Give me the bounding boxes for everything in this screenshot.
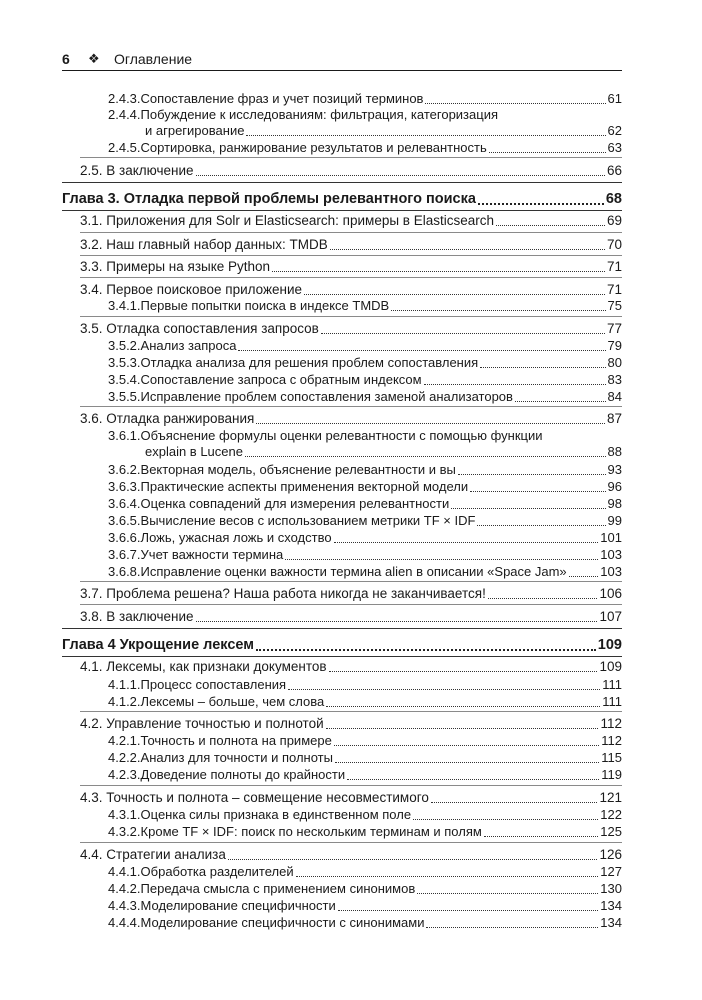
dot-leader	[335, 762, 599, 763]
toc-entry[interactable]	[80, 213, 622, 229]
toc-entry-title: Сопоставление фраз и учет позиций терминов	[140, 91, 424, 106]
toc-entry-number: 3.4.	[80, 282, 103, 297]
toc-entry-number: 3.3.	[80, 259, 103, 274]
dot-leader	[451, 508, 605, 509]
toc-entry-page: 99	[607, 513, 622, 528]
running-title: Оглавление	[114, 51, 193, 67]
toc-entry-number: 3.5.3.	[108, 355, 141, 370]
toc-entry-page: 109	[599, 659, 622, 674]
toc-entry-number: 3.5.4.	[108, 372, 141, 387]
chapter-page: 109	[597, 637, 622, 653]
separator-line	[80, 581, 622, 582]
toc-entry-title: Точность и полнота на примере	[140, 733, 332, 748]
toc-entry[interactable]	[108, 355, 622, 371]
dot-leader	[329, 671, 598, 672]
toc-entry[interactable]	[108, 898, 622, 914]
toc-entry-title: Управление точностью и полнотой	[106, 716, 324, 731]
toc-entry-page: 71	[606, 282, 622, 297]
toc-entry-number: 4.4.2.	[108, 881, 141, 896]
dot-leader	[417, 893, 598, 894]
dot-leader	[245, 456, 606, 457]
toc-entry-title: Первое поисковое приложение	[106, 282, 303, 297]
toc-entry-page: 101	[600, 530, 622, 545]
toc-entry[interactable]	[80, 609, 622, 625]
toc-entry-page: 69	[606, 213, 622, 228]
toc-entry-number: 3.6.5.	[108, 513, 141, 528]
dot-leader	[196, 175, 605, 176]
dot-leader	[196, 621, 598, 622]
dot-leader	[489, 152, 606, 153]
toc-entry-title-continuation: explain в Lucene	[145, 444, 243, 459]
separator-line	[62, 210, 622, 211]
toc-chapter-3[interactable]	[62, 190, 622, 208]
separator-line	[80, 842, 622, 843]
dot-leader	[425, 103, 605, 104]
toc-entry-title: Моделирование специфичности с синонимами	[140, 915, 425, 930]
toc-entry-page: 66	[606, 163, 622, 178]
toc-entry[interactable]	[80, 790, 622, 806]
separator-line	[80, 232, 622, 233]
dot-leader	[256, 423, 605, 424]
dot-leader	[272, 271, 605, 272]
toc-entry-page: 121	[599, 790, 622, 805]
toc-entry[interactable]	[108, 428, 622, 444]
dot-leader	[330, 249, 605, 250]
toc-entry-number: 4.4.	[80, 847, 103, 862]
toc-entry-continuation[interactable]	[145, 123, 622, 139]
toc-entry[interactable]	[108, 807, 622, 823]
toc-entry-title: Доведение полноты до крайности	[140, 767, 346, 782]
toc-entry-number: 3.4.1.	[108, 298, 141, 313]
toc-entry-number: 3.8.	[80, 609, 103, 624]
toc-entry-page: 119	[601, 767, 622, 782]
dot-leader	[413, 819, 598, 820]
toc-entry-number: 4.4.1.	[108, 864, 141, 879]
toc-entry-title: Моделирование специфичности	[140, 898, 336, 913]
toc-entry-number: 2.4.4.	[108, 107, 141, 122]
chapter-title: Глава 3. Отладка первой проблемы релевантного поиска	[62, 191, 476, 207]
toc-entry-number: 3.5.2.	[108, 338, 141, 353]
dot-leader	[431, 802, 598, 803]
toc-entry[interactable]	[108, 298, 622, 314]
toc-entry-number: 3.5.	[80, 321, 103, 336]
toc-entry-page: 112	[601, 733, 622, 748]
toc-entry-page: 134	[600, 915, 622, 930]
separator-line	[80, 785, 622, 786]
toc-entry-number: 4.2.3.	[108, 767, 141, 782]
toc-entry[interactable]	[80, 411, 622, 427]
toc-entry-page: 107	[599, 609, 622, 624]
toc-entry[interactable]	[108, 513, 622, 529]
toc-entry-title-continuation: и агрегирование	[145, 123, 245, 138]
toc-entry-number: 4.2.	[80, 716, 103, 731]
toc-entry-title: Объяснение формулы оценки релевантности с помощью функции	[140, 428, 543, 443]
toc-entry-page: 111	[602, 677, 622, 692]
toc-entry-number: 2.4.3.	[108, 91, 141, 106]
toc-entry-number: 4.4.3.	[108, 898, 141, 913]
toc-entry[interactable]	[80, 321, 622, 337]
toc-entry-page: 98	[607, 496, 622, 511]
dot-leader	[246, 135, 605, 136]
toc-entry-page: 84	[607, 389, 622, 404]
toc-entry-title: Лексемы, как признаки документов	[106, 659, 327, 674]
separator-line	[62, 656, 622, 657]
toc-entry-title: Практические аспекты применения векторной модели	[140, 479, 469, 494]
dot-leader	[288, 689, 600, 690]
toc-entry-page: 93	[607, 462, 622, 477]
toc-entry-number: 4.1.	[80, 659, 103, 674]
toc-entry-title: Кроме TF × IDF: поиск по нескольким терминам и полям	[140, 824, 482, 839]
toc-entry-number: 3.2.	[80, 237, 103, 252]
dot-leader	[484, 836, 598, 837]
toc-entry-title: Побуждение к исследованиям: фильтрация, категоризация	[140, 107, 498, 122]
toc-entry-title: Процесс сопоставления	[140, 677, 287, 692]
toc-entry-page: 75	[607, 298, 622, 313]
toc-entry-number: 3.5.5.	[108, 389, 141, 404]
toc-entry[interactable]	[108, 733, 622, 749]
dot-leader	[426, 927, 598, 928]
toc-chapter-4[interactable]	[62, 636, 622, 654]
toc-entry-number: 3.6.8.	[108, 564, 141, 579]
toc-entry-page: 79	[607, 338, 622, 353]
dot-leader	[347, 779, 599, 780]
toc-entry-page: 125	[600, 824, 622, 839]
toc-entry[interactable]	[108, 496, 622, 512]
toc-entry[interactable]	[80, 259, 622, 275]
separator-line	[80, 604, 622, 605]
toc-entry[interactable]	[80, 716, 622, 732]
toc-entry-number: 4.4.4.	[108, 915, 141, 930]
toc-entry[interactable]	[108, 462, 622, 478]
toc-entry-title: Оценка совпадений для измерения релевантности	[140, 496, 450, 511]
dot-leader	[256, 649, 596, 651]
toc-entry[interactable]	[108, 530, 622, 546]
dot-leader	[228, 859, 598, 860]
toc-entry-page: 115	[601, 750, 622, 765]
toc-entry[interactable]	[108, 694, 622, 710]
toc-entry-title: Учет важности термина	[140, 547, 284, 562]
toc-entry-number: 4.1.2.	[108, 694, 141, 709]
toc-entry-page: 83	[607, 372, 622, 387]
toc-entry-number: 3.6.	[80, 411, 103, 426]
separator-line	[62, 182, 622, 183]
dot-leader	[238, 350, 605, 351]
toc-entry-page: 63	[607, 140, 622, 155]
toc-entry-page: 88	[607, 444, 622, 459]
dot-leader	[338, 910, 599, 911]
toc-entry-number: 3.6.6.	[108, 530, 141, 545]
toc-entry-number: 4.3.2.	[108, 824, 141, 839]
toc-entry-page: 130	[600, 881, 622, 896]
toc-entry-title: Оценка силы признака в единственном поле	[140, 807, 412, 822]
toc-entry-title: Первые попытки поиска в индексе TMDB	[140, 298, 390, 313]
dot-leader	[458, 474, 606, 475]
toc-entry[interactable]	[80, 237, 622, 253]
toc-entry[interactable]	[108, 864, 622, 880]
toc-entry-title: Ложь, ужасная ложь и сходство	[140, 530, 332, 545]
dot-leader	[285, 559, 598, 560]
separator-line	[80, 277, 622, 278]
toc-entry-number: 3.6.4.	[108, 496, 141, 511]
toc-entry-number: 4.1.1.	[108, 677, 141, 692]
toc-entry-title: Сортировка, ранжирование результатов и релевантность	[140, 140, 487, 155]
toc-entry-title: Анализ запроса	[140, 338, 237, 353]
toc-entry-number: 3.1.	[80, 213, 103, 228]
toc-entry-title: Анализ для точности и полноты	[140, 750, 333, 765]
dot-leader	[488, 598, 598, 599]
toc-entry-page: 70	[606, 237, 622, 252]
toc-entry-number: 2.4.5.	[108, 140, 141, 155]
toc-entry-page: 87	[606, 411, 622, 426]
dot-leader	[480, 367, 605, 368]
toc-entry-title: Исправление проблем сопоставления заменой анализаторов	[140, 389, 513, 404]
toc-entry-number: 3.6.2.	[108, 462, 141, 477]
toc-entry-title: Приложения для Solr и Elasticsearch: примеры в Elasticsearch	[106, 213, 494, 228]
toc-entry[interactable]	[80, 659, 622, 675]
toc-entry[interactable]	[108, 389, 622, 405]
toc-entry-page: 126	[599, 847, 622, 862]
toc-entry-number: 3.7.	[80, 586, 103, 601]
toc-entry-number: 3.6.1.	[108, 428, 141, 443]
separator-line	[80, 711, 622, 712]
toc-entry-number: 2.5.	[80, 163, 103, 178]
toc-entry-title: Примеры на языке Python	[106, 259, 271, 274]
dot-leader	[296, 876, 599, 877]
toc-entry-page: 111	[602, 694, 622, 709]
toc-entry-page: 62	[607, 123, 622, 138]
toc-entry-title: Векторная модель, объяснение релевантности и вы	[140, 462, 456, 477]
dot-leader	[326, 706, 600, 707]
toc-entry-title: Отладка ранжирования	[106, 411, 255, 426]
dot-leader	[569, 576, 599, 577]
toc-entry[interactable]	[108, 677, 622, 693]
toc-entry[interactable]	[80, 282, 622, 298]
toc-entry[interactable]	[108, 372, 622, 388]
chapter-title: Глава 4 Укрощение лексем	[62, 637, 254, 653]
separator-line	[80, 406, 622, 407]
toc-entry[interactable]	[108, 881, 622, 897]
running-header	[62, 50, 622, 71]
toc-entry-title: Отладка анализа для решения проблем сопоставления	[140, 355, 479, 370]
toc-entry-page: 122	[600, 807, 622, 822]
toc-entry-title: Лексемы – больше, чем слова	[140, 694, 325, 709]
dot-leader	[478, 203, 604, 205]
toc-entry-page: 106	[599, 586, 622, 601]
dot-leader	[334, 542, 599, 543]
toc-entry[interactable]	[108, 479, 622, 495]
separator-line	[80, 255, 622, 256]
chapter-page: 68	[605, 191, 622, 207]
toc-entry-continuation[interactable]	[145, 444, 622, 460]
toc-entry-number: 4.2.2.	[108, 750, 141, 765]
toc-entry-page: 96	[607, 479, 622, 494]
toc-entry[interactable]	[108, 767, 622, 783]
separator-line	[62, 628, 622, 629]
toc-entry[interactable]	[108, 824, 622, 840]
toc-entry[interactable]	[80, 847, 622, 863]
toc-entry-page: 103	[600, 547, 622, 562]
toc-entry-title: Наш главный набор данных: TMDB	[106, 237, 328, 252]
dot-leader	[424, 384, 606, 385]
toc-entry-title: Точность и полнота – совмещение несовместимого	[106, 790, 429, 805]
dot-leader	[496, 225, 605, 226]
dot-leader	[391, 310, 605, 311]
ornament-icon: ❖	[88, 51, 100, 66]
separator-line	[80, 157, 622, 158]
toc-entry-page: 80	[607, 355, 622, 370]
separator-line	[80, 316, 622, 317]
toc-entry[interactable]	[80, 163, 622, 179]
toc-entry-number: 3.6.3.	[108, 479, 141, 494]
toc-entry-page: 61	[607, 91, 622, 106]
toc-entry-title: Стратегии анализа	[106, 847, 226, 862]
toc-entry-title: Сопоставление запроса с обратным индексом	[140, 372, 422, 387]
toc-entry-title: Проблема решена? Наша работа никогда не заканчивается!	[106, 586, 486, 601]
toc-entry-page: 127	[600, 864, 622, 879]
toc-entry-number: 4.3.	[80, 790, 103, 805]
toc-entry-title: В заключение	[106, 163, 194, 178]
toc-entry-page: 112	[600, 716, 622, 731]
toc-entry-title: Вычисление весов с использованием метрики TF × IDF	[140, 513, 476, 528]
toc-entry[interactable]	[108, 107, 622, 123]
toc-entry[interactable]	[108, 750, 622, 766]
toc-entry[interactable]	[80, 586, 622, 602]
toc-entry-title: Отладка сопоставления запросов	[106, 321, 319, 336]
toc-entry[interactable]	[108, 564, 622, 580]
toc-entry-title: В заключение	[106, 609, 194, 624]
dot-leader	[326, 728, 599, 729]
toc-entry-title: Передача смысла с применением синонимов	[140, 881, 416, 896]
toc-entry[interactable]	[108, 91, 622, 107]
toc-entry[interactable]	[108, 547, 622, 563]
dot-leader	[470, 491, 605, 492]
toc-entry[interactable]	[108, 915, 622, 931]
toc-entry-number: 3.6.7.	[108, 547, 141, 562]
dot-leader	[304, 294, 605, 295]
toc-entry-page: 134	[600, 898, 622, 913]
toc-entry-number: 4.2.1.	[108, 733, 141, 748]
toc-entry-title: Обработка разделителей	[140, 864, 294, 879]
toc-entry-title: Исправление оценки важности термина alien в описании «Space Jam»	[140, 564, 567, 579]
dot-leader	[477, 525, 605, 526]
toc-entry[interactable]	[108, 338, 622, 354]
dot-leader	[334, 745, 599, 746]
toc-entry-page: 103	[600, 564, 622, 579]
toc-entry-number: 4.3.1.	[108, 807, 141, 822]
toc-entry-page: 77	[606, 321, 622, 336]
dot-leader	[515, 401, 606, 402]
page-number: 6	[62, 51, 70, 67]
toc-entry[interactable]	[108, 140, 622, 156]
dot-leader	[321, 333, 605, 334]
toc-entry-page: 71	[606, 259, 622, 274]
